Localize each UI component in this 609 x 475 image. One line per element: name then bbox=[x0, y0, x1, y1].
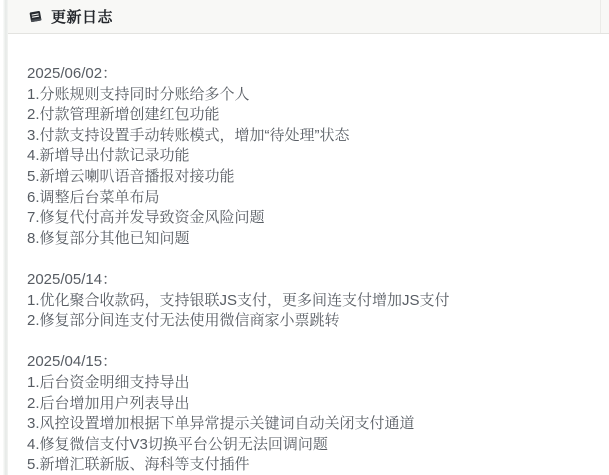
changelog-item: 1.优化聚合收款码，支持银联JS支付，更多间连支付增加JS支付 bbox=[27, 291, 450, 309]
changelog-item: 4.修复微信支付V3切换平台公钥无法回调问题 bbox=[27, 435, 328, 453]
changelog-section-2025-04-15 bbox=[27, 352, 589, 475]
changelog-section-2025-05-14 bbox=[27, 270, 589, 332]
changelog-item: 1.后台资金明细支持导出 bbox=[27, 373, 190, 391]
journal-icon bbox=[28, 9, 43, 24]
changelog-section-2025-06-02 bbox=[27, 64, 589, 249]
changelog-item: 2.付款管理新增创建红包功能 bbox=[27, 106, 220, 124]
page-title: 更新日志 bbox=[51, 9, 114, 26]
changelog-item: 2.后台增加用户列表导出 bbox=[27, 394, 190, 412]
header-edge-line bbox=[600, 0, 601, 33]
changelog-content bbox=[8, 35, 609, 475]
changelog-item: 5.新增云喇叭语音播报对接功能 bbox=[27, 167, 235, 185]
changelog-item: 6.调整后台菜单布局 bbox=[27, 188, 160, 206]
changelog-item: 4.新增导出付款记录功能 bbox=[27, 147, 190, 165]
changelog-date: 2025/05/14： bbox=[27, 270, 118, 288]
changelog-item: 3.风控设置增加根据下单异常提示关键词自动关闭支付通道 bbox=[27, 415, 415, 433]
changelog-date: 2025/04/15： bbox=[27, 353, 118, 371]
changelog-item: 5.新增汇联新版、海科等支付插件 bbox=[27, 456, 250, 474]
changelog-header bbox=[8, 0, 609, 34]
changelog-date: 2025/06/02： bbox=[27, 65, 118, 82]
changelog-item: 7.修复代付高并发导致资金风险问题 bbox=[27, 209, 265, 227]
changelog-item: 8.修复部分其他已知问题 bbox=[27, 229, 190, 247]
changelog-item: 2.修复部分间连支付无法使用微信商家小票跳转 bbox=[27, 312, 340, 330]
changelog-item: 1.分账规则支持同时分账给多个人 bbox=[27, 85, 250, 103]
changelog-item: 3.付款支持设置手动转账模式，增加“待处理”状态 bbox=[27, 126, 350, 144]
